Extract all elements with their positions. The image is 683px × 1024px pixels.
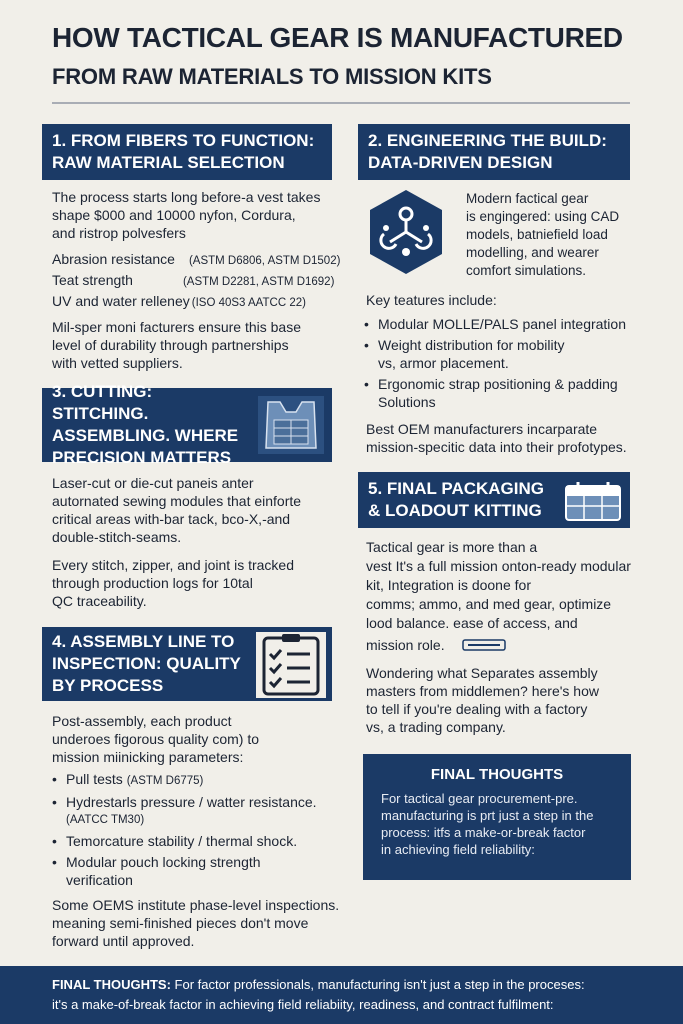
- footer-line1: For factor professionals, manufacturing isn't just a step in the proceses:: [174, 977, 585, 992]
- list-item-text: • Temorcature stability / thermal shock.: [66, 833, 298, 849]
- checklist-icon: [256, 632, 326, 698]
- section2-intro-line5: comfort simulations.: [466, 263, 587, 278]
- section4-outro-line2: meaning semi-finished pieces don't move: [52, 915, 309, 931]
- list-item-spec: (ASTM D6775): [126, 775, 204, 787]
- spec-standard: (ASTM D6806, ASTM D1502): [188, 255, 341, 267]
- section3-para1-line3: critical areas with-bar tack, bco-X,-and: [52, 511, 291, 527]
- footer-line2: it's a make-of-break factor in achieving field reliabiity, readiness, and contract fulfilment:: [52, 997, 554, 1012]
- list-item-text-cont: (AATCC TM30): [66, 814, 145, 826]
- section5-para2-line3: to tell if you're dealing with a factory: [366, 701, 588, 717]
- section3-para1: [52, 474, 352, 546]
- section1-heading: [42, 124, 332, 180]
- footer-label: FINAL THOUGHTS:: [52, 977, 171, 992]
- section5-para1-line4: comms; ammo, and med gear, optimize: [366, 596, 612, 612]
- footer-banner: [0, 966, 683, 1024]
- list-item-text: • Hydrestarls pressure / watter resistance.: [66, 794, 317, 810]
- spec-row: [52, 250, 340, 270]
- list-item: [50, 793, 350, 829]
- final-thoughts-line4: in achieving field reliability:: [381, 842, 535, 857]
- section5-para1-line2: vest It's a full mission onton-ready modular: [366, 558, 631, 574]
- spec-label: Teat strength: [52, 272, 133, 288]
- final-thoughts-line1: For tactical gear procurement-pre.: [381, 791, 578, 806]
- section5-para2-line2: masters from middlemen? here's how: [366, 683, 599, 699]
- list-item-text: • Modular pouch locking strength: [66, 854, 261, 870]
- spec-standard: (ISO 40S3 AATCC 22): [191, 297, 306, 309]
- section2-intro-line4: modelling, and wearer: [466, 245, 599, 260]
- section2-outro: [366, 420, 641, 456]
- section2-heading: [358, 124, 630, 180]
- section5-heading-line2: & LOADOUT KITTING: [368, 501, 542, 520]
- section3-para2-line2: through production logs for 10tal: [52, 575, 253, 591]
- section4-bullet-list: [50, 770, 350, 892]
- section4-intro-line1: Post-assembly, each product: [52, 713, 232, 729]
- spec-row: [52, 271, 334, 291]
- section3-heading-line1: 3. CUTTING: STITCHING.: [52, 382, 153, 423]
- section3-para2-line1: Every stitch, zipper, and joint is tracked: [52, 557, 294, 573]
- section4-intro-line3: mission miinicking parameters:: [52, 749, 244, 765]
- section4-outro: [52, 896, 352, 950]
- logo-stamp-icon: [462, 637, 506, 656]
- section2-features-label: Key teatures include:: [366, 292, 497, 308]
- section1-intro-line2: shape $000 and 10000 nyfon, Cordura,: [52, 207, 296, 223]
- section2-intro-line3: models, batniefield load: [466, 227, 608, 242]
- list-item-text-cont: vs, armor placement.: [378, 355, 509, 371]
- section2-intro: [466, 190, 636, 280]
- loadout-kit-icon: [560, 478, 626, 524]
- section5-para1: [366, 538, 641, 656]
- section1-outro: [52, 318, 342, 372]
- final-thoughts-body: [381, 790, 617, 858]
- section2-heading-line1: 2. ENGINEERING THE BUILD:: [368, 131, 607, 150]
- section2-outro-line2: mission-specitic data into their profotypes.: [366, 439, 627, 455]
- footer-text: [52, 975, 652, 1015]
- section2-heading-line2: DATA-DRIVEN DESIGN: [368, 153, 553, 172]
- section1-heading-line2: RAW MATERIAL SELECTION: [52, 153, 285, 172]
- list-item-text: • Ergonomic strap positioning & padding: [378, 376, 618, 392]
- section1-outro-line1: Mil-sper moni facturers ensure this base: [52, 319, 301, 335]
- list-item: [362, 315, 637, 333]
- section4-heading-line3: BY PROCESS: [52, 676, 164, 695]
- section1-outro-line3: with vetted suppliers.: [52, 355, 183, 371]
- list-item: [50, 770, 350, 790]
- page-subtitle: FROM RAW MATERIALS TO MISSION KITS: [52, 64, 492, 89]
- section2-outro-line1: Best OEM manufacturers incarparate: [366, 421, 598, 437]
- section5-para1-line1: Tactical gear is more than a: [366, 539, 538, 555]
- spec-label: Abrasion resistance: [52, 251, 175, 267]
- list-item-text: Pull tests: [66, 771, 123, 787]
- section5-para2-line4: vs, a trading company.: [366, 719, 506, 735]
- list-item: [50, 832, 350, 850]
- section3-para2: [52, 556, 352, 610]
- section4-intro: [52, 712, 352, 766]
- section4-intro-line2: underoes figorous quality com) to: [52, 731, 259, 747]
- section5-para1-line6: mission role.: [366, 637, 445, 653]
- section2-intro-line1: Modern factical gear: [466, 191, 589, 206]
- section2-intro-line2: is engingered: using CAD: [466, 209, 620, 224]
- tactical-vest-icon: [256, 394, 326, 456]
- spec-standard: (ASTM D2281, ASTM D1692): [182, 276, 335, 288]
- section3-heading-line3: PRECISION MATTERS: [52, 448, 232, 467]
- list-item: [362, 375, 637, 411]
- section1-heading-line1: 1. FROM FIBERS TO FUNCTION:: [52, 131, 315, 150]
- network-design-icon: [362, 188, 450, 276]
- final-thoughts-line3: process: itfs a make-or-break factor: [381, 825, 586, 840]
- final-thoughts-title: FINAL THOUGHTS: [430, 766, 564, 783]
- section3-heading-line2: ASSEMBLING. WHERE: [52, 426, 239, 445]
- section4-heading-line1: 4. ASSEMBLY LINE TO: [52, 632, 235, 651]
- list-item-text: • Modular MOLLE/PALS panel integration: [378, 316, 626, 332]
- page-title: HOW TACTICAL GEAR IS MANUFACTURED: [52, 22, 623, 53]
- final-thoughts-line2: manufacturing is prt just a step in the: [381, 808, 594, 823]
- title-divider: [52, 102, 630, 104]
- section1-intro-line3: and ristrop polvesfers: [52, 225, 186, 241]
- section4-outro-line3: forward until approved.: [52, 933, 195, 949]
- section4-heading-line2: INSPECTION: QUALITY: [52, 654, 241, 673]
- section3-para1-line1: Laser-cut or die-cut paneis anter: [52, 475, 254, 491]
- section5-para1-line5: lood balance. ease of access, and: [366, 615, 578, 631]
- list-item-text-cont: Solutions: [378, 394, 436, 410]
- section4-outro-line1: Some OEMS institute phase-level inspections.: [52, 897, 340, 913]
- section2-bullet-list: [362, 315, 637, 414]
- section5-para1-line3: kit, Integration is doone for: [366, 577, 531, 593]
- list-item: [50, 853, 350, 889]
- section3-para2-line3: QC traceability.: [52, 593, 147, 609]
- list-item-text: • Weight distribution for mobility: [378, 337, 565, 353]
- list-item-text-cont: verification: [66, 872, 133, 888]
- final-thoughts-box: [363, 754, 631, 880]
- spec-row: [52, 292, 306, 312]
- section1-intro: [52, 188, 342, 242]
- section5-para2: [366, 664, 641, 736]
- section5-para2-line1: Wondering what Separates assembly: [366, 665, 598, 681]
- list-item: [362, 336, 637, 372]
- section1-intro-line1: The process starts long before-a vest takes: [52, 189, 321, 205]
- section3-para1-line4: double-stitch-seams.: [52, 529, 182, 545]
- section3-para1-line2: autornated sewing modules that einforte: [52, 493, 302, 509]
- spec-label: UV and water relleney: [52, 293, 190, 309]
- section1-outro-line2: level of durability through partnerships: [52, 337, 289, 353]
- section5-heading-line1: 5. FINAL PACKAGING: [368, 479, 544, 498]
